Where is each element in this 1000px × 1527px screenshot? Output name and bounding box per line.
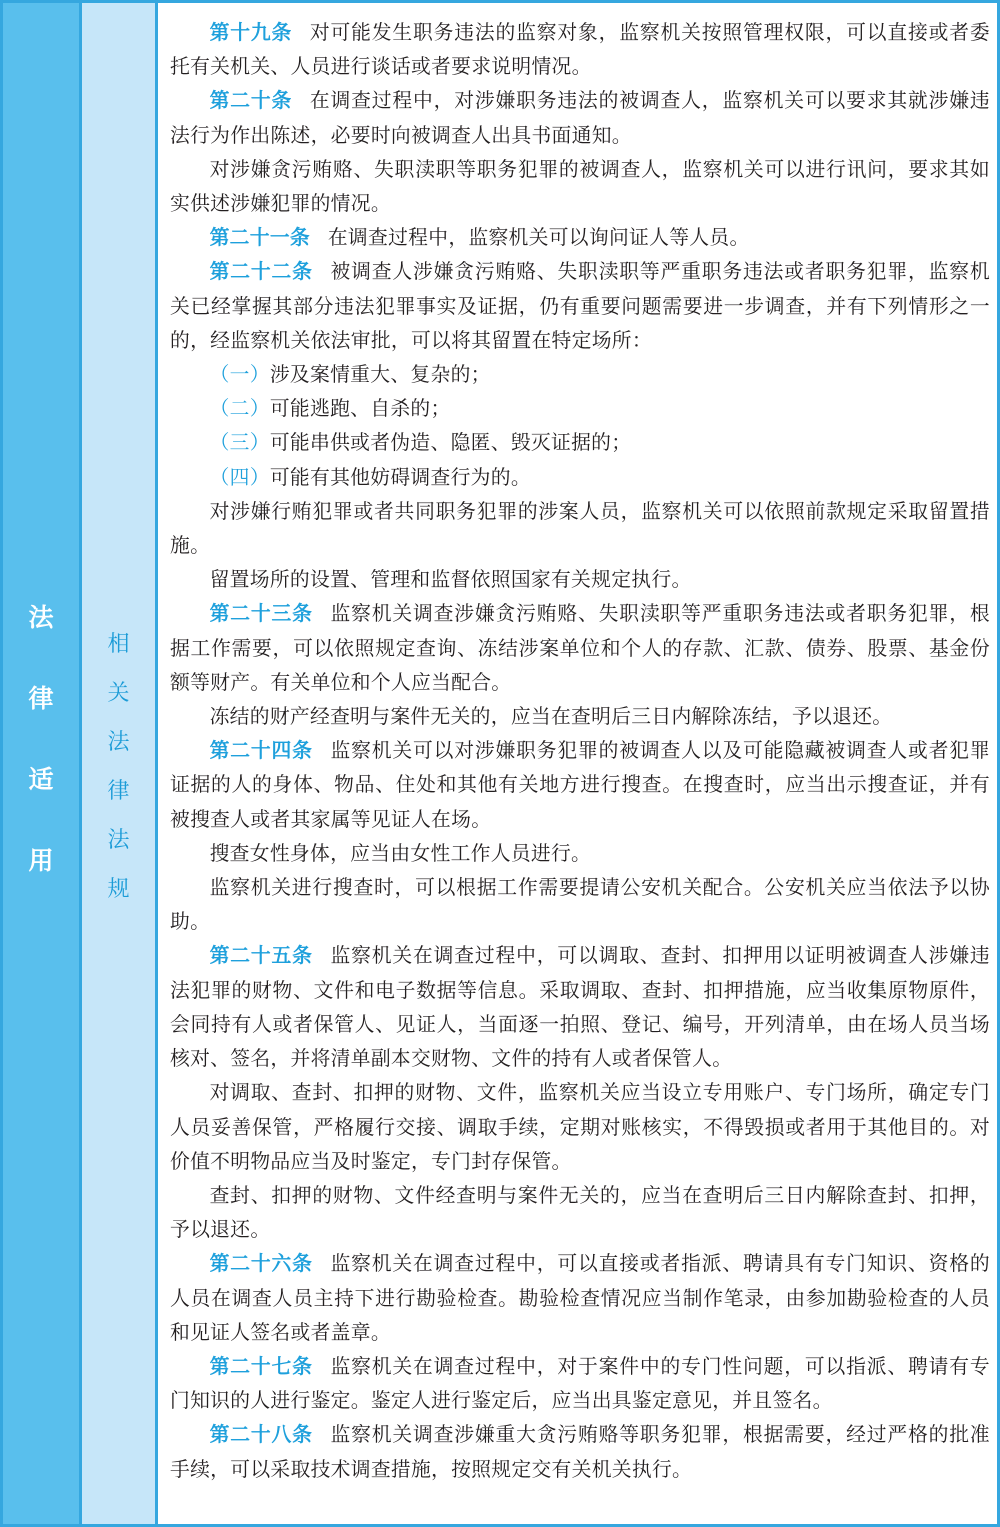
article-paragraph bbox=[170, 84, 990, 152]
list-item bbox=[170, 392, 990, 426]
article-number: 第二十二条 bbox=[209, 260, 313, 284]
article-number: 第二十一条 bbox=[209, 226, 311, 250]
list-item bbox=[170, 426, 990, 460]
law-text bbox=[170, 16, 990, 1487]
article-paragraph bbox=[170, 16, 990, 84]
paragraph bbox=[170, 1179, 990, 1247]
paragraph-text: 可能逃跑、自杀的； bbox=[269, 397, 451, 421]
paragraph-text: 对涉嫌行贿犯罪或者共同职务犯罪的涉案人员，监察机关可以依照前款规定采取留置措施。 bbox=[170, 499, 990, 558]
article-number: 第二十六条 bbox=[209, 1252, 313, 1276]
item-number: （三） bbox=[209, 431, 270, 455]
paragraph bbox=[170, 495, 990, 563]
item-number: （一） bbox=[209, 363, 270, 387]
paragraph-text: 监察机关调查涉嫌贪污贿赂、失职渎职等严重职务违法或者职务犯罪，根据工作需要，可以依照规定查询、冻结涉案单位和个人的存款、汇款、债券、股票、基金份额等财产。有关单位和个人应当配合。 bbox=[170, 602, 990, 694]
article-paragraph bbox=[170, 255, 990, 358]
paragraph-text: 对可能发生职务违法的监察对象，监察机关按照管理权限，可以直接或者委托有关机关、人员进行谈话或者要求说明情况。 bbox=[170, 21, 991, 79]
paragraph-text: 可能串供或者伪造、隐匿、毁灭证据的； bbox=[269, 431, 632, 455]
article-number: 第二十条 bbox=[209, 89, 293, 113]
paragraph-text: 监察机关在调查过程中，可以直接或者指派、聘请具有专门知识、资格的人员在调查人员主持下进行勘验检查。勘验检查情况应当制作笔录，由参加勘验检查的人员和见证人签名或者盖章。 bbox=[170, 1252, 990, 1344]
item-number: （二） bbox=[209, 397, 270, 421]
paragraph bbox=[170, 837, 990, 871]
paragraph bbox=[170, 563, 990, 597]
paragraph-text: 涉及案情重大、复杂的； bbox=[269, 363, 491, 387]
paragraph bbox=[170, 1076, 990, 1179]
item-number: （四） bbox=[209, 465, 270, 489]
paragraph-text: 监察机关可以对涉嫌职务犯罪的被调查人以及可能隐藏被调查人或者犯罪证据的人的身体、物品、住处和其他有关地方进行搜查。在搜查时，应当出示搜查证，并有被搜查人或者其家属等见证人在场。 bbox=[170, 739, 990, 831]
paragraph-text: 对调取、查封、扣押的财物、文件，监察机关应当设立专用账户、专门场所，确定专门人员妥善保管，严格履行交接、调取手续，定期对账核实，不得毁损或者用于其他目的。对价值不明物品应当及时鉴定，专门封存保管。 bbox=[170, 1081, 990, 1173]
article-number: 第二十八条 bbox=[209, 1423, 313, 1447]
article-paragraph bbox=[170, 1350, 990, 1418]
paragraph-text: 监察机关在调查过程中，可以调取、查封、扣押用以证明被调查人涉嫌违法犯罪的财物、文件和电子数据等信息。采取调取、查封、扣押措施，应当收集原物原件，会同持有人或者保管人、见证人，当面逐一拍照、登记、编号，开列清单，由在场人员当场核对、签名，并将清单副本交财物、文件的持有人或者保管人。 bbox=[170, 944, 990, 1071]
article-paragraph bbox=[170, 1247, 990, 1350]
paragraph-text: 在调查过程中，对涉嫌职务违法的被调查人，监察机关可以要求其就涉嫌违法行为作出陈述，必要时向被调查人出具书面通知。 bbox=[170, 89, 991, 147]
article-paragraph bbox=[170, 734, 990, 837]
article-paragraph bbox=[170, 221, 990, 255]
paragraph bbox=[170, 871, 990, 939]
paragraph-text: 监察机关在调查过程中，对于案件中的专门性问题，可以指派、聘请有专门知识的人进行鉴定。鉴定人进行鉴定后，应当出具鉴定意见，并且签名。 bbox=[170, 1354, 990, 1413]
paragraph-text: 被调查人涉嫌贪污贿赂、失职渎职等严重职务违法或者职务犯罪，监察机关已经掌握其部分违法犯罪事实及证据，仍有重要问题需要进一步调查，并有下列情形之一的，经监察机关依法审批，可以将其留置在特定场所： bbox=[170, 260, 990, 352]
paragraph-text: 监察机关调查涉嫌重大贪污贿赂等职务犯罪，根据需要，经过严格的批准手续，可以采取技术调查措施，按照规定交有关机关执行。 bbox=[170, 1423, 990, 1481]
article-number: 第二十五条 bbox=[209, 944, 313, 968]
paragraph-text: 在调查过程中，监察机关可以询问证人等人员。 bbox=[327, 226, 750, 250]
paragraph-text: 冻结的财产经查明与案件无关的，应当在查明后三日内解除冻结，予以退还。 bbox=[209, 705, 893, 729]
paragraph bbox=[170, 153, 990, 221]
paragraph-text: 监察机关进行搜查时，可以根据工作需要提请公安机关配合。公安机关应当依法予以协助。 bbox=[170, 876, 990, 934]
article-number: 第二十三条 bbox=[209, 602, 313, 626]
article-number: 第二十四条 bbox=[209, 739, 313, 763]
paragraph-text: 对涉嫌贪污贿赂、失职渎职等职务犯罪的被调查人，监察机关可以进行讯问，要求其如实供述涉嫌犯罪的情况。 bbox=[170, 157, 990, 216]
list-item bbox=[170, 461, 990, 495]
article-paragraph bbox=[170, 597, 990, 700]
list-item bbox=[170, 358, 990, 392]
subcategory-label: 相 关 法 律 法 规 bbox=[107, 632, 130, 902]
paragraph-text: 搜查女性身体，应当由女性工作人员进行。 bbox=[209, 841, 592, 865]
category-label: 法 律 适 用 bbox=[28, 603, 54, 875]
paragraph-text: 留置场所的设置、管理和监督依照国家有关规定执行。 bbox=[209, 568, 692, 592]
paragraph bbox=[170, 700, 990, 734]
paragraph-text: 查封、扣押的财物、文件经查明与案件无关的，应当在查明后三日内解除查封、扣押，予以退还。 bbox=[170, 1183, 990, 1242]
article-number: 第二十七条 bbox=[209, 1354, 313, 1378]
paragraph-text: 可能有其他妨碍调查行为的。 bbox=[269, 465, 531, 489]
article-number: 第十九条 bbox=[209, 21, 293, 44]
article-paragraph bbox=[170, 939, 990, 1076]
article-paragraph bbox=[170, 1418, 990, 1486]
column-divider bbox=[155, 3, 158, 1524]
